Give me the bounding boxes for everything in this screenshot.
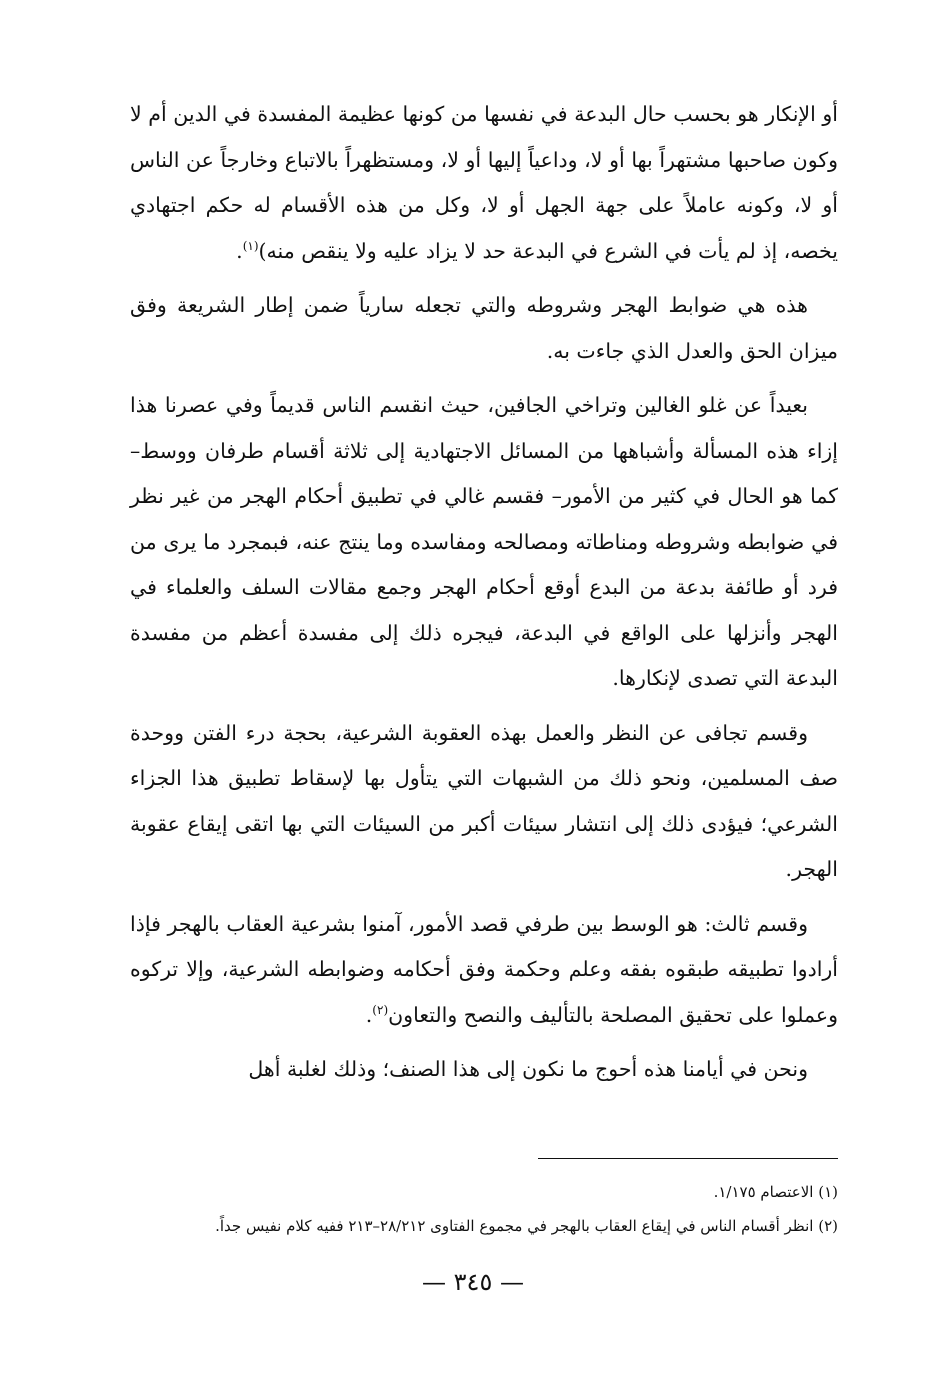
paragraph-6	[130, 1047, 838, 1093]
paragraph-tail: .	[365, 1002, 373, 1027]
footnote-ref-2[interactable]: (٢)	[372, 1002, 389, 1017]
paragraph-text: وقسم ثالث: هو الوسط بين طرفي قصد الأمور، آمنوا بشرعية العقاب بالهجر فإذا أرادوا تطبيقه طبقوه بفقه وعلم وحكمة وفق أحكامه وضوابطه الشرعية، وإلا تركوه وعملوا على تحقيق المصلحة بالتأليف والنصح والتعاون	[130, 911, 838, 1027]
paragraph-2	[130, 283, 838, 374]
paragraph-1	[130, 92, 838, 274]
page-number: — ٣٤٥ —	[422, 1268, 524, 1296]
paragraph-tail: .	[236, 238, 243, 263]
paragraph-text: ونحن في أيامنا هذه أحوج ما نكون إلى هذا الصنف؛ وذلك لغلبة أهل	[248, 1057, 808, 1081]
paragraph-text: هذه هي ضوابط الهجر وشروطه والتي تجعله سارياً ضمن إطار الشريعة وفق ميزان الحق والعدل الذي جاءت به.	[130, 293, 838, 363]
paragraph-3	[130, 383, 838, 702]
paragraph-text: بعيداً عن غلو الغالين وتراخي الجافين، حيث انقسم الناس قديماً وفي عصرنا هذا إزاء هذه المسألة وأشباهها من المسائل الاجتهادية إلى ثلاثة أقسام طرفان ووسط– كما هو الحال في كثير من الأمور– فقسم غالي في تطبيق أحكام الهجر من غير نظر في ضوابطه وشروطه ومناطاته ومصالحه ومفاسده وما ينتج عنه، فبمجرد ما يرى من فرد أو طائفة بدعة من البدع أوقع أحكام الهجر وجمع مقالات السلف والعلماء في الهجر وأنزلها على الواقع في البدعة، فيجره ذلك إلى مفسدة أعظم من مفسدة البدعة التي تصدى لإنكارها.	[130, 393, 838, 690]
footnote-divider	[538, 1158, 838, 1159]
paragraph-5	[130, 902, 838, 1039]
paragraph-text: وقسم تجافى عن النظر والعمل بهذه العقوبة الشرعية، بحجة درء الفتن ووحدة صف المسلمين، ونحو ذلك من الشبهات التي يتأول بها لإسقاط تطبيق هذا الجزاء الشرعي؛ فيؤدى ذلك إلى انتشار سيئات أكبر من السيئات التي بها اتقى إيقاع عقوبة الهجر.	[130, 720, 838, 881]
footnote-2: (٢) انظر أقسام الناس في إيقاع العقاب بالهجر في مجموع الفتاوى ٢٨/٢١٢–٢١٣ ففيه كلام نفيس جداً.	[215, 1217, 838, 1235]
footnote-ref-1[interactable]: (١)	[242, 238, 259, 253]
paragraph-4	[130, 711, 838, 893]
paragraph-text: أو الإنكار هو بحسب حال البدعة في نفسها من كونها عظيمة المفسدة في الدين أم لا وكون صاحبها مشتهراً بها أو لا، وداعياً إليها أو لا، ومستظهراً بالاتباع وخارجاً عن الناس أو لا، وكونه عاملاً على جهة الجهل أو لا، وكل من هذه الأقسام له حكم اجتهادي يخصه، إذ لم يأت في الشرع في البدعة حد لا يزاد عليه ولا ينقص منه)	[130, 102, 838, 263]
footnote-1: (١) الاعتصام ١/١٧٥.	[713, 1183, 838, 1201]
body-text	[130, 92, 838, 1102]
footnotes	[120, 1175, 838, 1243]
